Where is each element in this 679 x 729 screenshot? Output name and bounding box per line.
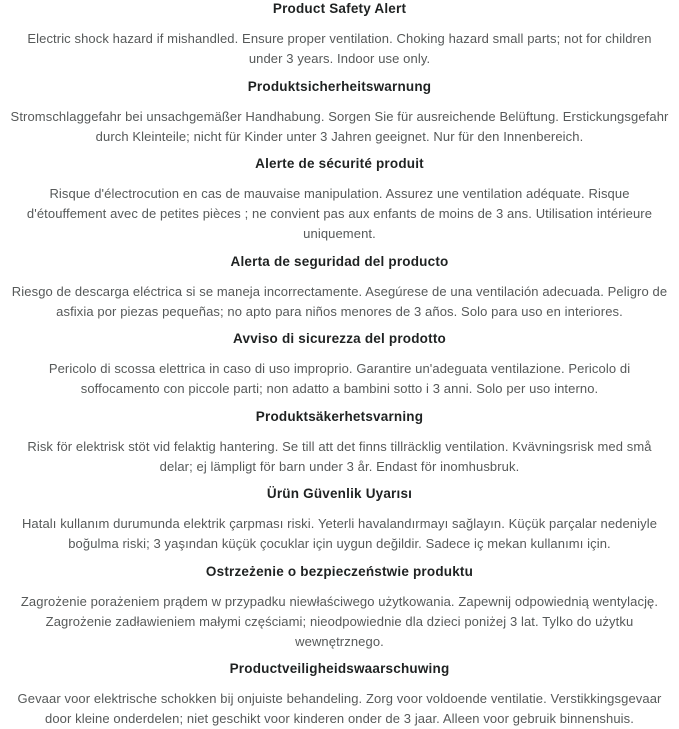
safety-alert-body-text: Gevaar voor elektrische schokken bij onjuiste behandeling. Zorg voor voldoende ventilatie. Verstikkingsgevaar door kleine onderdelen; niet geschikt voor kinderen onder de 3 jaar. Alleen voor gebruik binnenshuis. [17, 691, 662, 726]
safety-alert-heading: Productveiligheidswaarschuwing [229, 661, 450, 676]
safety-alert-heading: Produktsicherheitswarnung [247, 78, 432, 94]
safety-alert-section [9, 661, 670, 729]
safety-alert-body-text: Electric shock hazard if mishandled. Ensure proper ventilation. Choking hazard small parts; not for children under 3 years. Indoor use only. [27, 31, 652, 66]
safety-alert-body-text: Hatalı kullanım durumunda elektrik çarpması riski. Yeterli havalandırmayı sağlayın. Küçük parçalar nedeniyle boğulma riski; 3 yaşından küçük çocuklar için uygun değildir. Sadece iç mekan kullanımı için. [21, 516, 658, 551]
safety-alert-heading: Produktsäkerhetsvarning [255, 408, 424, 424]
safety-alert-section [9, 79, 670, 147]
safety-alert-body-text: Stromschlaggefahr bei unsachgemäßer Handhabung. Sorgen Sie für ausreichende Belüftung. Erstickungsgefahr durch Kleinteile; nicht für Kinder unter 3 Jahren geeignet. Nur für den Innenbereich. [10, 108, 669, 144]
safety-alert-section [9, 409, 670, 477]
safety-alert-section [9, 564, 670, 652]
safety-alert-heading: Alerte de sécurité produit [255, 156, 424, 171]
safety-alert-section [9, 254, 670, 322]
safety-alert-section [9, 156, 670, 244]
safety-alert-section [9, 331, 670, 399]
safety-alert-body-text: Zagrożenie porażeniem prądem w przypadku niewłaściwego użytkowania. Zapewnij odpowiednią wentylację. Zagrożenie zadławieniem małymi częściami; nieodpowiednie dla dzieci poniżej 3 lat. Tylko do użytku wewnętrznego. [20, 593, 659, 649]
safety-alert-body-text: Riesgo de descarga eléctrica si se maneja incorrectamente. Asegúrese de una ventilación adecuada. Peligro de asfixia por piezas pequeñas; no apto para niños menores de 3 años. Solo para uso en interiores. [11, 283, 668, 319]
safety-alert-heading: Avviso di sicurezza del prodotto [233, 331, 446, 346]
safety-alert-heading: Alerta de seguridad del producto [230, 253, 449, 269]
safety-alert-section [9, 1, 670, 69]
safety-alert-heading: Ürün Güvenlik Uyarısı [266, 486, 413, 501]
safety-alert-body-text: Risque d'électrocution en cas de mauvaise manipulation. Assurez une ventilation adéquate. Risque d'étouffement avec de petites pièces ; ne convient pas aux enfants de moins de 3 ans. Utilisation intérieure uniquement. [26, 186, 653, 241]
safety-alert-heading: Product Safety Alert [272, 1, 407, 16]
safety-alert-heading: Ostrzeżenie o bezpieczeństwie produktu [205, 563, 474, 579]
safety-alert-body-text: Pericolo di scossa elettrica in caso di uso improprio. Garantire un'adeguata ventilazione. Pericolo di soffocamento con piccole parti; non adatto a bambini sotto i 3 anni. Solo per uso interno. [48, 361, 631, 396]
safety-alert-body-text: Risk för elektrisk stöt vid felaktig hantering. Se till att det finns tillräcklig ventilation. Kvävningsrisk med små delar; ej lämpligt för barn under 3 år. Endast för inomhusbruk. [27, 438, 652, 474]
safety-alert-section [9, 486, 670, 554]
